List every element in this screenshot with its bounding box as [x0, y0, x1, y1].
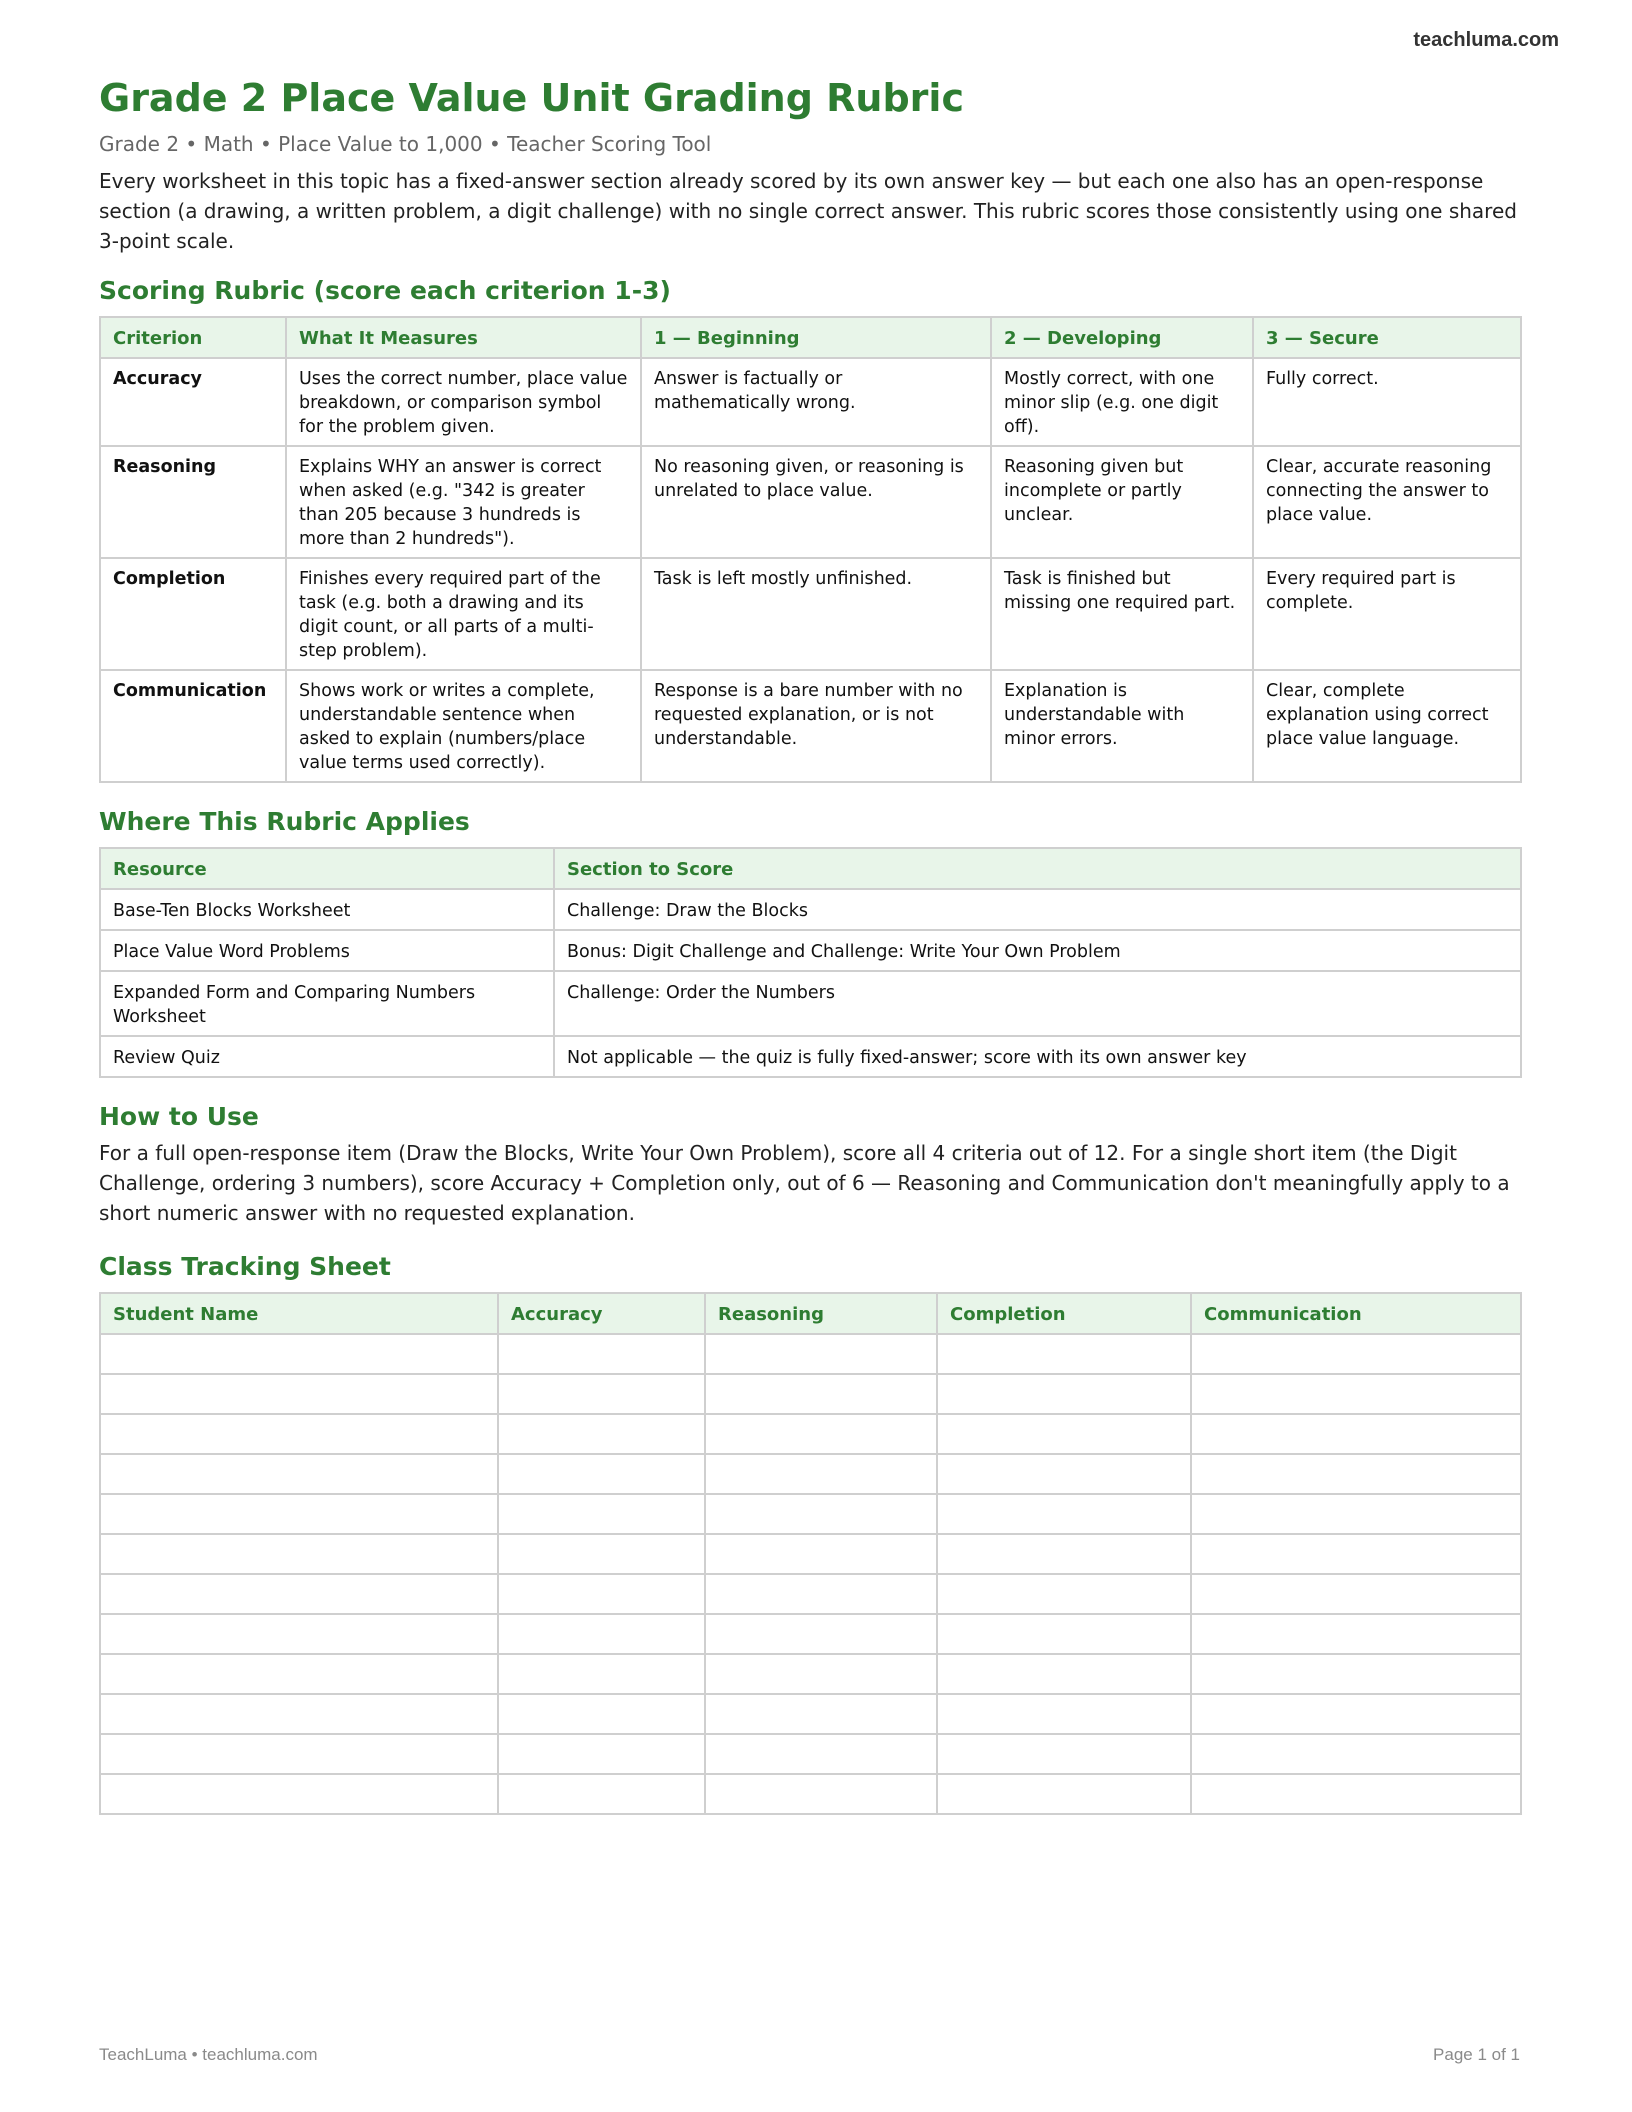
- rubric-measures: Uses the correct number, place value breakdown, or comparison symbol for the problem given.: [286, 358, 641, 446]
- tracking-col-completion: Completion: [937, 1293, 1191, 1334]
- rubric-measures: Finishes every required part of the task (e.g. both a drawing and its digit count, or all parts of a multi-step problem).: [286, 558, 641, 670]
- tracking-student-cell[interactable]: [100, 1654, 498, 1694]
- applies-col-resource: Resource: [100, 848, 554, 889]
- tracking-communication-cell[interactable]: [1191, 1614, 1521, 1654]
- tracking-completion-cell[interactable]: [937, 1414, 1191, 1454]
- tracking-reasoning-cell[interactable]: [705, 1334, 937, 1374]
- site-brand: teachluma.com: [1413, 29, 1559, 51]
- tracking-col-communication: Communication: [1191, 1293, 1521, 1334]
- intro-paragraph: Every worksheet in this topic has a fixed-answer section already scored by its own answer key — but each one also has an open-response section (a drawing, a written problem, a digit challenge) with no single correct answer. This rubric scores those consistently using one shared 3-point scale.: [99, 169, 1517, 253]
- page-number: Page 1 of 1: [1433, 2045, 1520, 2064]
- tracking-accuracy-cell[interactable]: [498, 1334, 705, 1374]
- rubric-level-1: Task is left mostly unfinished.: [641, 558, 991, 670]
- tracking-communication-cell[interactable]: [1191, 1694, 1521, 1734]
- rubric-level-2: Reasoning given but incomplete or partly unclear.: [991, 446, 1253, 558]
- page-title: Grade 2 Place Value Unit Grading Rubric: [99, 76, 964, 120]
- rubric-level-1: Answer is factually or mathematically wrong.: [641, 358, 991, 446]
- rubric-col-beginning: 1 — Beginning: [641, 317, 991, 358]
- tracking-row: [100, 1414, 1521, 1454]
- applies-header-row: [100, 848, 1521, 889]
- tracking-communication-cell[interactable]: [1191, 1654, 1521, 1694]
- tracking-student-cell[interactable]: [100, 1374, 498, 1414]
- applies-resource: Place Value Word Problems: [100, 930, 554, 971]
- tracking-student-cell[interactable]: [100, 1694, 498, 1734]
- tracking-accuracy-cell[interactable]: [498, 1414, 705, 1454]
- tracking-student-cell[interactable]: [100, 1614, 498, 1654]
- rubric-header-row: [100, 317, 1521, 358]
- applies-resource: Review Quiz: [100, 1036, 554, 1077]
- applies-col-section: Section to Score: [554, 848, 1521, 889]
- tracking-communication-cell[interactable]: [1191, 1734, 1521, 1774]
- tracking-accuracy-cell[interactable]: [498, 1574, 705, 1614]
- applies-section: Not applicable — the quiz is fully fixed-answer; score with its own answer key: [554, 1036, 1521, 1077]
- tracking-completion-cell[interactable]: [937, 1614, 1191, 1654]
- rubric-level-3: Clear, accurate reasoning connecting the answer to place value.: [1253, 446, 1521, 558]
- tracking-body: [100, 1334, 1521, 1814]
- applies-section: Challenge: Order the Numbers: [554, 971, 1521, 1036]
- howto-heading: How to Use: [99, 1102, 259, 1131]
- tracking-row: [100, 1534, 1521, 1574]
- rubric-row: [100, 670, 1521, 782]
- page-content: [99, 72, 1520, 1815]
- tracking-accuracy-cell[interactable]: [498, 1534, 705, 1574]
- tracking-student-cell[interactable]: [100, 1574, 498, 1614]
- rubric-level-3: Fully correct.: [1253, 358, 1521, 446]
- applies-resource: Expanded Form and Comparing Numbers Worksheet: [100, 971, 554, 1036]
- rubric-heading: Scoring Rubric (score each criterion 1-3): [99, 276, 671, 305]
- applies-row: [100, 930, 1521, 971]
- tracking-communication-cell[interactable]: [1191, 1534, 1521, 1574]
- tracking-student-cell[interactable]: [100, 1774, 498, 1814]
- tracking-communication-cell[interactable]: [1191, 1774, 1521, 1814]
- rubric-level-2: Mostly correct, with one minor slip (e.g. one digit off).: [991, 358, 1253, 446]
- tracking-table: [99, 1292, 1522, 1815]
- tracking-accuracy-cell[interactable]: [498, 1774, 705, 1814]
- rubric-level-1: No reasoning given, or reasoning is unrelated to place value.: [641, 446, 991, 558]
- howto-paragraph: For a full open-response item (Draw the Blocks, Write Your Own Problem), score all 4 criteria out of 12. For a single short item (the Digit Challenge, ordering 3 numbers), score Accuracy + Completion only, out of 6 — Reasoning and Communication don't meaningfully apply to a short numeric answer with no requested explanation.: [99, 1141, 1510, 1225]
- tracking-reasoning-cell[interactable]: [705, 1574, 937, 1614]
- tracking-completion-cell[interactable]: [937, 1494, 1191, 1534]
- tracking-row: [100, 1774, 1521, 1814]
- tracking-col-student: Student Name: [100, 1293, 498, 1334]
- applies-section: Challenge: Draw the Blocks: [554, 889, 1521, 930]
- tracking-completion-cell[interactable]: [937, 1454, 1191, 1494]
- tracking-reasoning-cell[interactable]: [705, 1374, 937, 1414]
- tracking-row: [100, 1614, 1521, 1654]
- applies-row: [100, 889, 1521, 930]
- tracking-communication-cell[interactable]: [1191, 1374, 1521, 1414]
- tracking-communication-cell[interactable]: [1191, 1454, 1521, 1494]
- tracking-accuracy-cell[interactable]: [498, 1734, 705, 1774]
- tracking-student-cell[interactable]: [100, 1534, 498, 1574]
- tracking-col-reasoning: Reasoning: [705, 1293, 937, 1334]
- tracking-row: [100, 1494, 1521, 1534]
- applies-row: [100, 971, 1521, 1036]
- rubric-measures: Explains WHY an answer is correct when asked (e.g. "342 is greater than 205 because 3 hundreds is more than 2 hundreds").: [286, 446, 641, 558]
- rubric-col-criterion: Criterion: [100, 317, 286, 358]
- rubric-row: [100, 558, 1521, 670]
- rubric-level-3: Clear, complete explanation using correct place value language.: [1253, 670, 1521, 782]
- rubric-level-2: Explanation is understandable with minor errors.: [991, 670, 1253, 782]
- tracking-completion-cell[interactable]: [937, 1774, 1191, 1814]
- page-subtitle: Grade 2 • Math • Place Value to 1,000 • Teacher Scoring Tool: [99, 132, 712, 156]
- tracking-completion-cell[interactable]: [937, 1574, 1191, 1614]
- tracking-communication-cell[interactable]: [1191, 1494, 1521, 1534]
- tracking-row: [100, 1694, 1521, 1734]
- tracking-reasoning-cell[interactable]: [705, 1614, 937, 1654]
- applies-table: [99, 847, 1522, 1078]
- applies-heading: Where This Rubric Applies: [99, 807, 470, 836]
- rubric-criterion: Completion: [100, 558, 286, 670]
- tracking-reasoning-cell[interactable]: [705, 1734, 937, 1774]
- tracking-completion-cell[interactable]: [937, 1734, 1191, 1774]
- applies-resource: Base-Ten Blocks Worksheet: [100, 889, 554, 930]
- tracking-completion-cell[interactable]: [937, 1654, 1191, 1694]
- tracking-header-row: [100, 1293, 1521, 1334]
- tracking-communication-cell[interactable]: [1191, 1414, 1521, 1454]
- applies-row: [100, 1036, 1521, 1077]
- tracking-accuracy-cell[interactable]: [498, 1494, 705, 1534]
- rubric-row: [100, 358, 1521, 446]
- tracking-row: [100, 1574, 1521, 1614]
- tracking-accuracy-cell[interactable]: [498, 1694, 705, 1734]
- rubric-criterion: Reasoning: [100, 446, 286, 558]
- tracking-completion-cell[interactable]: [937, 1374, 1191, 1414]
- applies-section: Bonus: Digit Challenge and Challenge: Write Your Own Problem: [554, 930, 1521, 971]
- rubric-col-secure: 3 — Secure: [1253, 317, 1521, 358]
- footer-left: TeachLuma • teachluma.com: [99, 2045, 318, 2064]
- tracking-communication-cell[interactable]: [1191, 1334, 1521, 1374]
- rubric-measures: Shows work or writes a complete, understandable sentence when asked to explain (numbers/place value terms used correctly).: [286, 670, 641, 782]
- tracking-student-cell[interactable]: [100, 1454, 498, 1494]
- tracking-heading: Class Tracking Sheet: [99, 1252, 391, 1281]
- tracking-student-cell[interactable]: [100, 1414, 498, 1454]
- tracking-completion-cell[interactable]: [937, 1694, 1191, 1734]
- tracking-row: [100, 1334, 1521, 1374]
- tracking-reasoning-cell[interactable]: [705, 1414, 937, 1454]
- tracking-reasoning-cell[interactable]: [705, 1774, 937, 1814]
- tracking-row: [100, 1374, 1521, 1414]
- tracking-reasoning-cell[interactable]: [705, 1494, 937, 1534]
- rubric-criterion: Communication: [100, 670, 286, 782]
- tracking-reasoning-cell[interactable]: [705, 1454, 937, 1494]
- tracking-reasoning-cell[interactable]: [705, 1694, 937, 1734]
- tracking-accuracy-cell[interactable]: [498, 1614, 705, 1654]
- tracking-accuracy-cell[interactable]: [498, 1374, 705, 1414]
- tracking-reasoning-cell[interactable]: [705, 1534, 937, 1574]
- tracking-reasoning-cell[interactable]: [705, 1654, 937, 1694]
- tracking-student-cell[interactable]: [100, 1734, 498, 1774]
- rubric-level-1: Response is a bare number with no requested explanation, or is not understandable.: [641, 670, 991, 782]
- rubric-col-measures: What It Measures: [286, 317, 641, 358]
- rubric-row: [100, 446, 1521, 558]
- rubric-table: [99, 316, 1522, 783]
- rubric-level-3: Every required part is complete.: [1253, 558, 1521, 670]
- tracking-student-cell[interactable]: [100, 1334, 498, 1374]
- tracking-communication-cell[interactable]: [1191, 1574, 1521, 1614]
- tracking-col-accuracy: Accuracy: [498, 1293, 705, 1334]
- tracking-row: [100, 1454, 1521, 1494]
- tracking-completion-cell[interactable]: [937, 1534, 1191, 1574]
- tracking-accuracy-cell[interactable]: [498, 1654, 705, 1694]
- rubric-col-developing: 2 — Developing: [991, 317, 1253, 358]
- tracking-student-cell[interactable]: [100, 1494, 498, 1534]
- tracking-row: [100, 1734, 1521, 1774]
- tracking-row: [100, 1654, 1521, 1694]
- tracking-accuracy-cell[interactable]: [498, 1454, 705, 1494]
- rubric-criterion: Accuracy: [100, 358, 286, 446]
- tracking-completion-cell[interactable]: [937, 1334, 1191, 1374]
- rubric-level-2: Task is finished but missing one required part.: [991, 558, 1253, 670]
